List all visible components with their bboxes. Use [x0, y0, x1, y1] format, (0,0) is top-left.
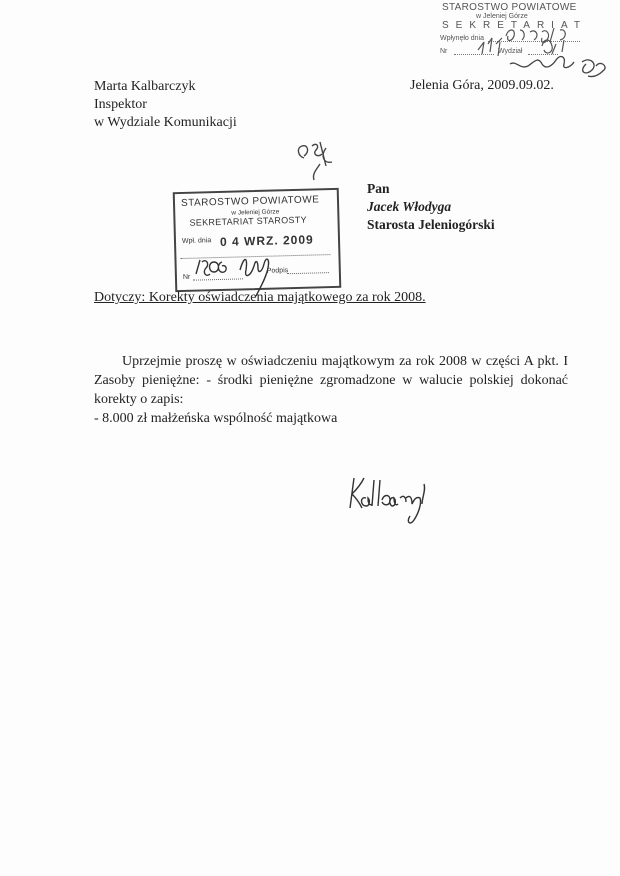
stamp-office: SEKRETARIAT	[442, 20, 587, 31]
sender-name: Marta Kalbarczyk	[94, 79, 196, 94]
stamp-title: STAROSTWO POWIATOWE	[442, 2, 577, 13]
signature	[348, 470, 438, 530]
box-stamp-date-label: Wpł. dnia	[181, 237, 212, 245]
box-stamp-city: w Jeleniej Górze	[231, 208, 280, 217]
stamp-city: w Jeleniej Górze	[476, 13, 528, 20]
place-date: Jelenia Góra, 2009.09.02.	[410, 78, 554, 93]
recipient-block	[367, 180, 495, 234]
sender-position: Inspektor	[94, 97, 147, 112]
sender-department: w Wydziale Komunikacji	[94, 115, 237, 130]
box-stamp-office: SEKRETARIAT STAROSTY	[189, 214, 307, 228]
box-stamp-number-label: Nr	[182, 273, 191, 281]
stamp-number-label: Nr	[440, 48, 448, 55]
letter-body	[94, 352, 568, 428]
body-paragraph: Uprzejmie proszę w oświadczeniu majątkowym za rok 2008 w części A pkt. I Zasoby pieniężne: - środki pieniężne zgromadzone w walucie polskiej dokonać korekty o zapis:	[94, 354, 568, 407]
box-stamp-title: STAROSTWO POWIATOWE	[180, 194, 320, 209]
body-list-item: - 8.000 zł małżeńska wspólność majątkowa	[94, 411, 338, 426]
sender-block	[94, 78, 237, 132]
stamp-received-label: Wpłynęło dnia	[440, 35, 484, 42]
box-stamp-signature-label: Podpis	[266, 267, 289, 275]
stamp-department-label: Wydział	[498, 48, 523, 55]
box-stamp-date: 0 4 WRZ. 2009	[219, 232, 314, 249]
subject-line: Dotyczy: Korekty oświadczenia majątkowego za rok 2008.	[94, 290, 426, 305]
recipient-salutation: Pan	[367, 181, 390, 196]
recipient-title: Starosta Jeleniogórski	[367, 217, 495, 232]
handwritten-number-mark	[290, 138, 340, 188]
recipient-name: Jacek Włodyga	[367, 199, 452, 214]
